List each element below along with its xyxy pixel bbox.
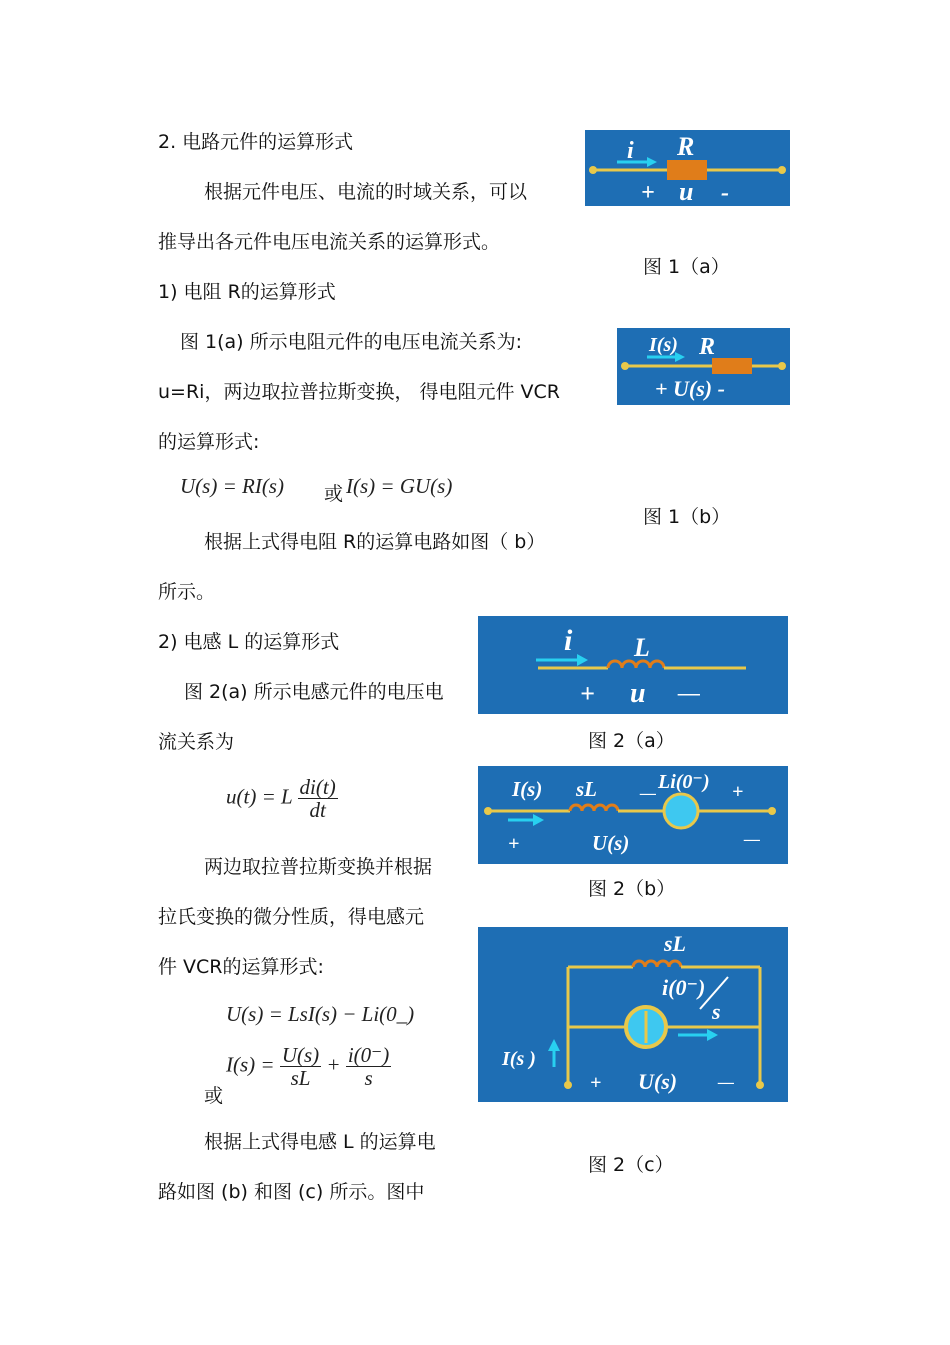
label-element: L [634,633,650,662]
label-source-plus: + [732,781,744,803]
figure-1b-resistor-s [617,328,790,405]
paragraph-line: 两边取拉普拉斯变换并根据 [204,856,433,878]
subsection-heading-inductor: 2) 电感 L 的运算形式 [158,631,340,653]
paragraph-line: 图 2(a) 所示电感元件的电压电 [184,681,444,703]
paragraph-line: 推导出各元件电压电流关系的运算形式。 [158,231,501,253]
figure-2b-inductor-series [478,766,788,864]
caption-fig2a: 图 2（a） [588,730,675,752]
caption-fig1a: 图 1（a） [643,256,730,278]
or-word: 或 [204,1085,224,1107]
paragraph-line: 图 1(a) 所示电阻元件的电压电流关系为: [180,331,523,353]
section-heading: 2. 电路元件的运算形式 [158,131,354,153]
paragraph-line: 根据元件电压、电流的时域关系，可以 [204,181,528,203]
label-voltage: u [630,678,646,709]
label-plus: + [590,1072,602,1094]
paragraph-line: 根据上式得电阻 R的运算电路如图（ b） [204,531,546,553]
caption-fig2c: 图 2（c） [588,1154,674,1176]
label-source-denominator: s [712,999,721,1024]
label-current: i [627,138,634,164]
label-voltage: U(s) [592,831,630,855]
label-voltage: u [679,177,694,206]
caption-fig2b: 图 2（b） [588,878,676,900]
label-voltage: + U(s) - [655,376,725,401]
paragraph-line: 路如图 (b) 和图 (c) 所示。图中 [158,1181,425,1203]
subsection-heading-resistor: 1) 电阻 R的运算形式 [158,281,336,303]
label-voltage: U(s) [638,1069,678,1094]
label-current: I(s) [649,334,678,356]
label-source-numerator: i(0⁻) [662,975,706,1000]
label-current: I(s ) [502,1048,536,1070]
paragraph-line: 的运算形式: [158,431,260,453]
paragraph-line: u=Ri，两边取拉普拉斯变换， 得电阻元件 VCR [158,381,560,403]
figure-1a-resistor [585,130,790,206]
caption-fig1b: 图 1（b） [643,506,731,528]
label-current: i [564,624,573,657]
paragraph-line: 拉氏变换的微分性质，得电感元 [158,906,425,928]
equation-inductor-u: U(s) = LsI(s) − Li(0_) [226,1002,415,1026]
label-plus: + [580,679,595,708]
equation-inductor-i: I(s) = $\frac{U(s)}{sL}$ + $\frac{i(0^-)}{s}$ [226,1043,390,1090]
label-minus: — [718,1074,734,1091]
paragraph-line: 所示。 [158,581,216,603]
label-element: R [677,132,695,161]
figure-2c-inductor-parallel [478,927,788,1102]
label-source: Li(0⁻) [658,771,710,793]
label-current: I(s) [512,777,543,801]
or-word: 或 [324,483,344,505]
label-element: sL [664,931,686,956]
label-element: sL [576,777,597,801]
label-plus: + [641,180,655,206]
equation-inductor-time: u(t) = L $\frac{di(t)}{dt}$ [226,775,336,822]
label-source-minus: — [640,785,656,802]
label-plus: + [508,833,520,855]
label-element: R [699,334,716,360]
paragraph-line: 件 VCR的运算形式: [158,956,324,978]
equation-resistor-u: U(s) = RI(s) [180,474,284,498]
figure-2a-inductor [478,616,788,714]
equation-resistor-i: I(s) = GU(s) [346,474,453,498]
label-minus: - [721,180,729,206]
paragraph-line: 流关系为 [158,731,235,753]
paragraph-line: 根据上式得电感 L 的运算电 [204,1131,436,1153]
label-minus: — [744,831,760,848]
label-minus: — [678,680,700,705]
